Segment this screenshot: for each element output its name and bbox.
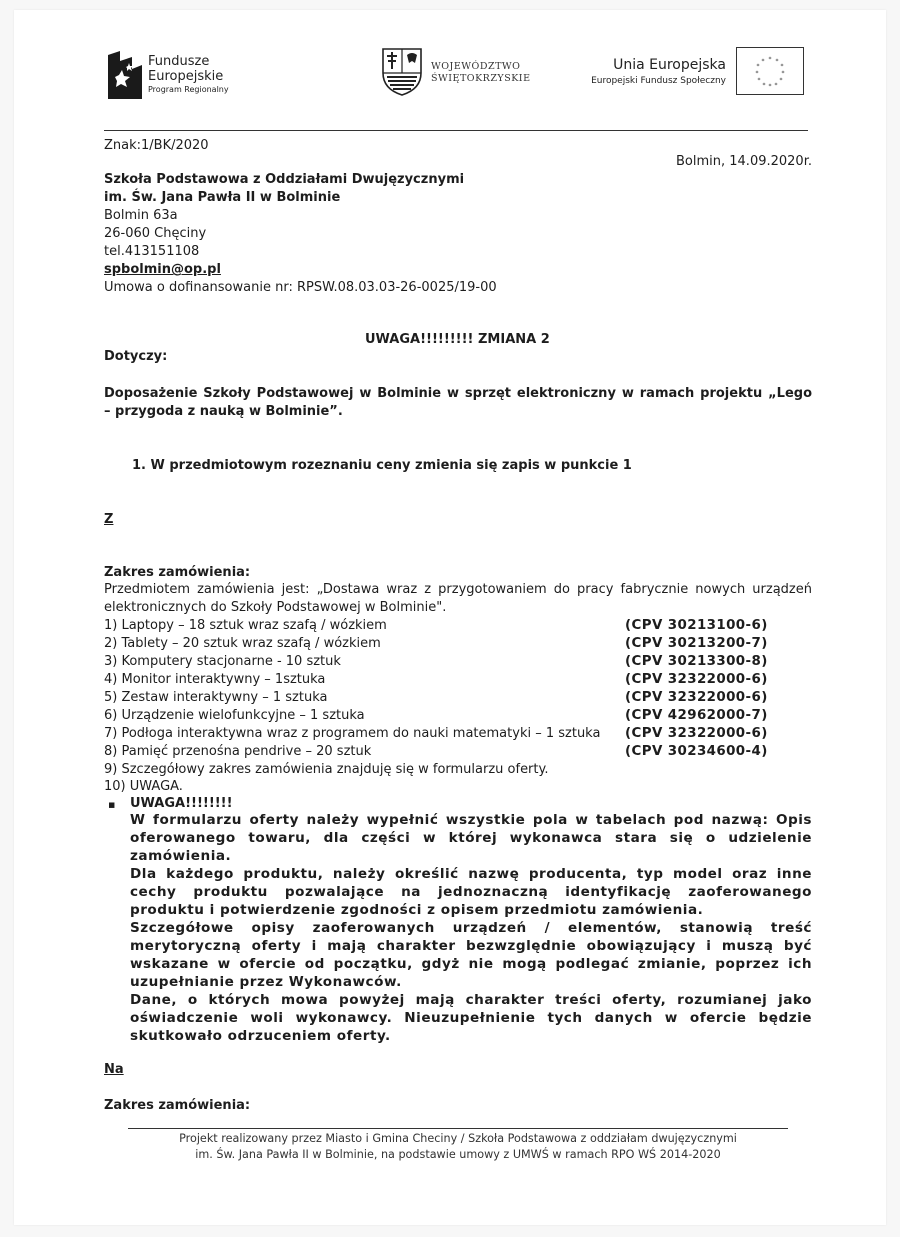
item-cpv-code: (CPV 30213300-8): [625, 654, 768, 669]
woj-line1: WOJEWÓDZTWO: [431, 61, 521, 72]
subject-line1: Doposażenie Szkoły Podstawowej w Bolminie w sprzęt elektroniczny w ramach projektu „Lego: [104, 386, 812, 401]
bullet-square-icon: ▪: [108, 798, 116, 811]
item-cpv-code: (CPV 30213200-7): [625, 636, 768, 651]
item-text: 6) Urządzenie wielofunkcyjne – 1 sztuka: [104, 708, 365, 723]
warning-line: Dla każdego produktu, należy określić nazwę producenta, typ model oraz inne: [130, 866, 812, 882]
warning-line: Szczegółowe opisy zaoferowanych urządzeń / elementów, stanowią treść: [130, 920, 812, 936]
header-divider: [104, 130, 808, 131]
fundusze-europejskie-logo-icon: [106, 47, 144, 101]
sender-name-line1: Szkoła Podstawowa z Oddziałami Dwujęzycznymi: [104, 172, 465, 187]
scope-intro-line1: Przedmiotem zamówienia jest: „Dostawa wraz z przygotowaniem do pracy fabrycznie nowych urządzeń: [104, 582, 812, 597]
change-notice: UWAGA!!!!!!!!! ZMIANA 2: [365, 332, 550, 347]
footer-divider: [128, 1128, 788, 1129]
item-10: 10) UWAGA.: [104, 779, 183, 794]
svg-text:*: *: [774, 82, 778, 89]
warning-line: skutkowało odrzuceniem oferty.: [130, 1028, 391, 1044]
warning-line: cechy produktu pozwalające na jednoznaczną identyfikację zaoferowanego: [130, 884, 812, 900]
subject-line2: – przygoda z nauką w Bolminie”.: [104, 404, 343, 419]
item-text: 2) Tablety – 20 sztuk wraz szafą / wózkiem: [104, 636, 381, 651]
svg-text:*: *: [768, 56, 772, 63]
contract-number: Umowa o dofinansowanie nr: RPSW.08.03.03-26-0025/19-00: [104, 280, 497, 295]
svg-text:*: *: [779, 77, 783, 84]
svg-text:*: *: [775, 58, 779, 65]
item-text: 3) Komputery stacjonarne - 10 sztuk: [104, 654, 341, 669]
woj-line2: ŚWIĘTOKRZYSKIE: [431, 73, 531, 84]
item-text: 4) Monitor interaktywny – 1sztuka: [104, 672, 326, 687]
point-1: 1. W przedmiotowym rozeznaniu ceny zmienia się zapis w punkcie 1: [132, 458, 632, 473]
woj-logo-text: [431, 61, 531, 85]
fe-logo-text: [148, 54, 229, 96]
sender-address1: Bolmin 63a: [104, 208, 178, 223]
eu-flag-icon: [736, 47, 804, 95]
ue-logo-text: [566, 56, 726, 88]
scope-heading: Zakres zamówienia:: [104, 565, 251, 580]
item-text: 1) Laptopy – 18 sztuk wraz szafą / wózkiem: [104, 618, 387, 633]
ue-line1: Unia Europejska: [613, 57, 726, 73]
svg-text:*: *: [757, 77, 761, 84]
scope-heading-2: Zakres zamówienia:: [104, 1098, 251, 1113]
svg-text:*: *: [761, 58, 765, 65]
warning-title: UWAGA!!!!!!!!: [130, 796, 233, 811]
warning-line: uzupełnianie przez Wykonawców.: [130, 974, 402, 990]
scope-intro-line2: elektronicznych do Szkoły Podstawowej w Bolminie".: [104, 600, 447, 615]
fe-line2: Europejskie: [148, 69, 224, 84]
svg-text:*: *: [780, 63, 784, 70]
swietokrzyskie-coat-of-arms-icon: [381, 47, 423, 97]
item-9: 9) Szczegółowy zakres zamówienia znajduję się w formularzu oferty.: [104, 762, 549, 777]
warning-line: oferowanego towaru, dla części w której wykonawca stara się o udzielenie: [130, 830, 812, 846]
item-text: 5) Zestaw interaktywny – 1 sztuka: [104, 690, 328, 705]
warning-line: zamówienia.: [130, 848, 232, 864]
item-cpv-code: (CPV 42962000-7): [625, 708, 768, 723]
item-cpv-code: (CPV 32322000-6): [625, 672, 768, 687]
warning-line: merytoryczną oferty i mają charakter bezwzględnie obowiązujący i muszą być: [130, 938, 812, 954]
svg-text:*: *: [755, 70, 759, 77]
item-cpv-code: (CPV 30234600-4): [625, 744, 768, 759]
warning-line: oświadczenie woli wykonawcy. Nieuzupełnienie tych danych w ofercie będzie: [130, 1010, 812, 1026]
sender-address2: 26-060 Chęciny: [104, 226, 207, 241]
fe-line3: Program Regionalny: [148, 85, 229, 94]
from-label: Z: [104, 512, 114, 527]
item-text: 8) Pamięć przenośna pendrive – 20 sztuk: [104, 744, 372, 759]
item-cpv-code: (CPV 32322000-6): [625, 690, 768, 705]
eu-stars-icon: [737, 48, 803, 94]
fe-line1: Fundusze: [148, 54, 210, 69]
to-label: Na: [104, 1062, 124, 1077]
item-text: 7) Podłoga interaktywna wraz z programem do nauki matematyki – 1 sztuka: [104, 726, 601, 741]
sender-email-link[interactable]: spbolmin@op.pl: [104, 262, 221, 277]
warning-line: Dane, o których mowa powyżej mają charakter treści oferty, rozumianej jako: [130, 992, 812, 1008]
regarding-label: Dotyczy:: [104, 349, 168, 364]
item-cpv-code: (CPV 32322000-6): [625, 726, 768, 741]
warning-line: W formularzu oferty należy wypełnić wszystkie pola w tabelach pod nazwą: Opis: [130, 812, 812, 828]
warning-line: wskazane w ofercie od początku, gdyż nie mogą podlegać zmianie, poprzez ich: [130, 956, 812, 972]
footer-line1: Projekt realizowany przez Miasto i Gmina Checiny / Szkoła Podstawowa z oddziałam dwujęzycznymi: [179, 1132, 737, 1145]
reference-sign: Znak:1/BK/2020: [104, 138, 209, 153]
sender-phone: tel.413151108: [104, 244, 200, 259]
item-cpv-code: (CPV 30213100-6): [625, 618, 768, 633]
svg-text:*: *: [756, 63, 760, 70]
warning-line: produktu i potwierdzenie zgodności z opisem przedmiotu zamówienia.: [130, 902, 704, 918]
svg-text:*: *: [762, 82, 766, 89]
svg-text:*: *: [781, 70, 785, 77]
place-and-date: Bolmin, 14.09.2020r.: [676, 154, 812, 169]
ue-line2: Europejski Fundusz Społeczny: [591, 76, 726, 86]
svg-text:*: *: [768, 83, 772, 90]
sender-name-line2: im. Św. Jana Pawła II w Bolminie: [104, 190, 341, 205]
footer-line2: im. Św. Jana Pawła II w Bolminie, na podstawie umowy z UMWŚ w ramach RPO WŚ 2014-2020: [195, 1148, 721, 1161]
